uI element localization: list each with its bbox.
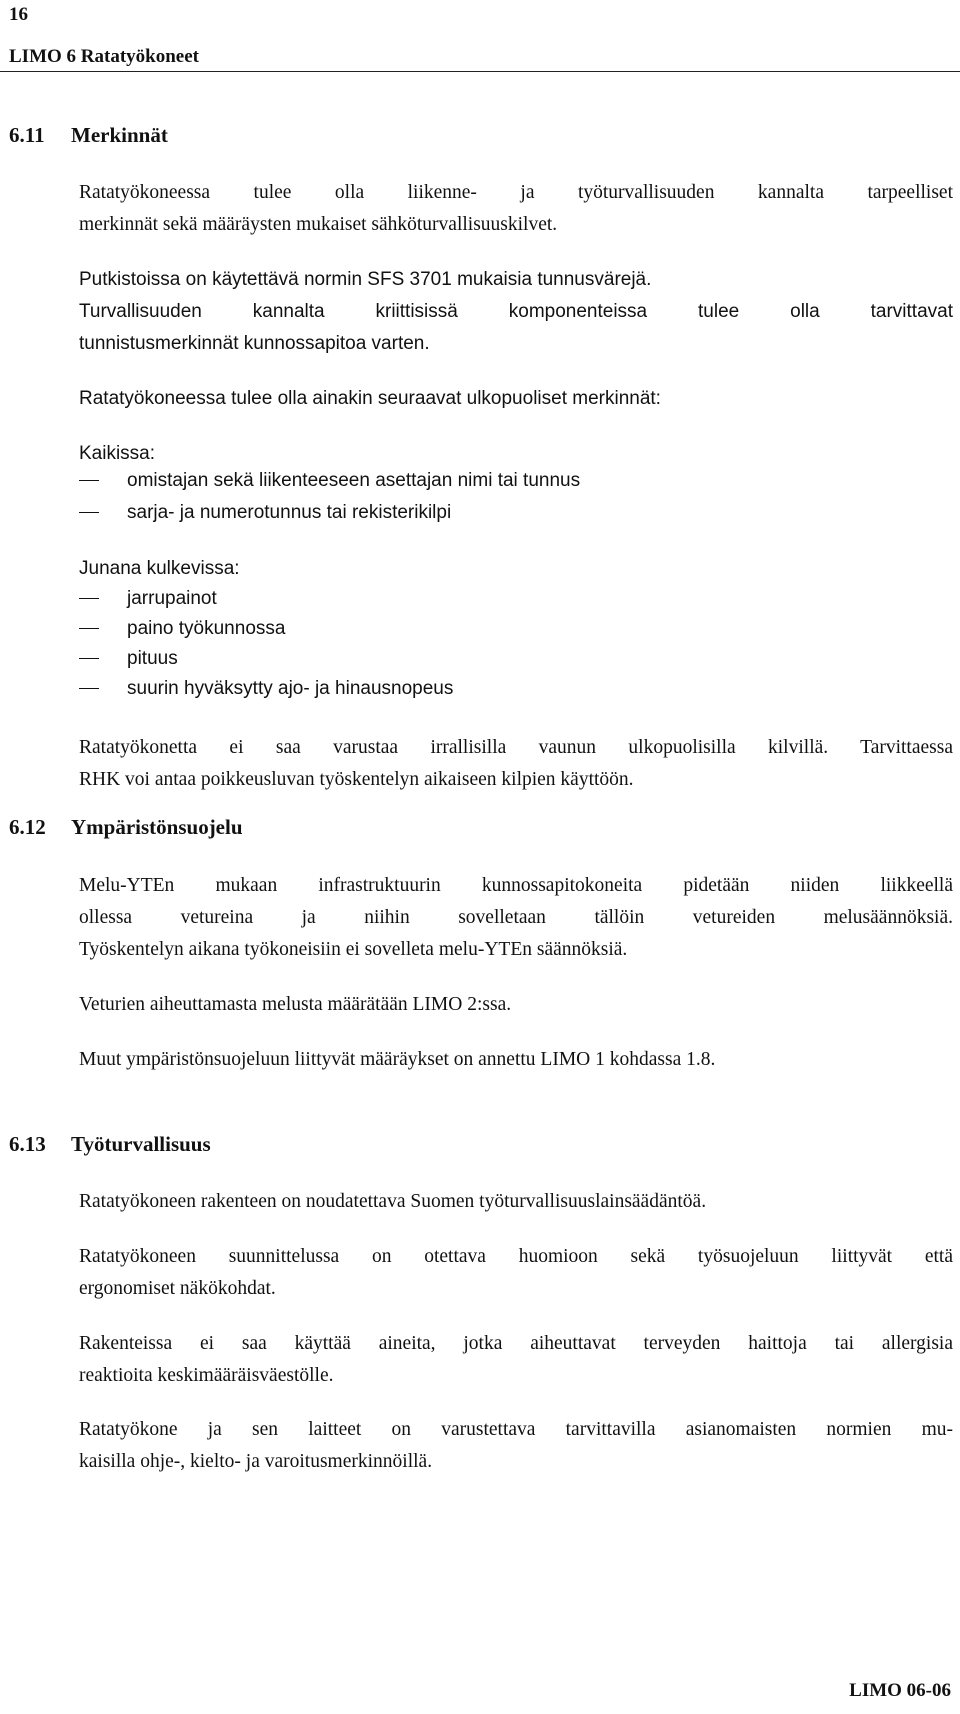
dash-icon xyxy=(79,480,99,481)
paragraph-line: Työskentelyn aikana työkoneisiin ei sovelleta melu-YTEn säännöksiä. xyxy=(79,939,628,960)
list-item: jarrupainot xyxy=(79,588,217,610)
paragraph-line: RHK voi antaa poikkeusluvan työskentelyn aikaiseen kilpien käyttöön. xyxy=(79,769,634,790)
list-item: pituus xyxy=(79,648,178,670)
list-item: omistajan sekä liikenteeseen asettajan nimi tai tunnus xyxy=(79,470,580,492)
dash-icon xyxy=(79,688,99,689)
paragraph-line: Melu-YTEn mukaan infrastruktuurin kunnossapitokoneita pidetään niiden liikkeellä xyxy=(79,875,953,896)
paragraph-line: ollessa vetureina ja niihin sovelletaan tällöin vetureiden melusäännöksiä. xyxy=(79,907,953,928)
paragraph-line: Veturien aiheuttamasta melusta määrätään LIMO 2:ssa. xyxy=(79,994,512,1015)
paragraph-line: Muut ympäristönsuojeluun liittyvät määräykset on annettu LIMO 1 kohdassa 1.8. xyxy=(79,1049,716,1070)
section-heading-6-12 xyxy=(9,815,243,840)
section-number: 6.13 xyxy=(9,1132,46,1156)
section-number: 6.11 xyxy=(9,123,45,147)
section-title: Työturvallisuus xyxy=(71,1132,211,1156)
section-heading-6-11 xyxy=(9,123,168,148)
section-number: 6.12 xyxy=(9,815,46,839)
paragraph-line: merkinnät sekä määräysten mukaiset sähköturvallisuuskilvet. xyxy=(79,214,558,235)
paragraph-line: Rakenteissa ei saa käyttää aineita, jotka aiheuttavat terveyden haittoja tai allergisia xyxy=(79,1333,953,1354)
paragraph-line: Ratatyökoneen rakenteen on noudatettava Suomen työturvallisuuslainsäädäntöä. xyxy=(79,1191,707,1212)
dash-icon xyxy=(79,658,99,659)
list-item: paino työkunnossa xyxy=(79,618,285,640)
list-item: suurin hyväksytty ajo- ja hinausnopeus xyxy=(79,678,453,700)
paragraph-line: Ratatyökone ja sen laitteet on varustettava tarvittavilla asianomaisten normien mu- xyxy=(79,1419,953,1440)
section-title: Ympäristönsuojelu xyxy=(71,815,243,839)
paragraph-line: ergonomiset näkökohdat. xyxy=(79,1278,276,1299)
paragraph-line: Ratatyökonetta ei saa varustaa irrallisilla vaunun ulkopuolisilla kilvillä. Tarvittaessa xyxy=(79,737,953,758)
page-number: 16 xyxy=(9,4,28,25)
paragraph-line: kaisilla ohje-, kielto- ja varoitusmerkinnöillä. xyxy=(79,1451,433,1472)
dash-icon xyxy=(79,628,99,629)
paragraph-line: reaktioita keskimääräisväestölle. xyxy=(79,1365,334,1386)
dash-icon xyxy=(79,598,99,599)
list-label: Junana kulkevissa: xyxy=(79,558,240,579)
paragraph-line: Ratatyökoneessa tulee olla liikenne- ja työturvallisuuden kannalta tarpeelliset xyxy=(79,182,953,203)
list-label: Kaikissa: xyxy=(79,443,156,464)
paragraph-line: Ratatyökoneen suunnittelussa on otettava huomioon sekä työsuojeluun liittyvät että xyxy=(79,1246,953,1267)
dash-icon xyxy=(79,512,99,513)
paragraph-line: Ratatyökoneessa tulee olla ainakin seuraavat ulkopuoliset merkinnät: xyxy=(79,388,661,409)
section-heading-6-13 xyxy=(9,1132,211,1157)
paragraph-line: tunnistusmerkinnät kunnossapitoa varten. xyxy=(79,333,430,354)
section-title: Merkinnät xyxy=(71,123,168,147)
paragraph-line: Putkistoissa on käytettävä normin SFS 3701 mukaisia tunnusvärejä. xyxy=(79,269,652,290)
header-divider xyxy=(0,71,960,72)
paragraph-line: Turvallisuuden kannalta kriittisissä komponenteissa tulee olla tarvittavat xyxy=(79,301,953,322)
running-footer: LIMO 06-06 xyxy=(849,1680,951,1701)
list-item: sarja- ja numerotunnus tai rekisterikilpi xyxy=(79,502,451,524)
running-header: LIMO 6 Ratatyökoneet xyxy=(9,46,199,67)
